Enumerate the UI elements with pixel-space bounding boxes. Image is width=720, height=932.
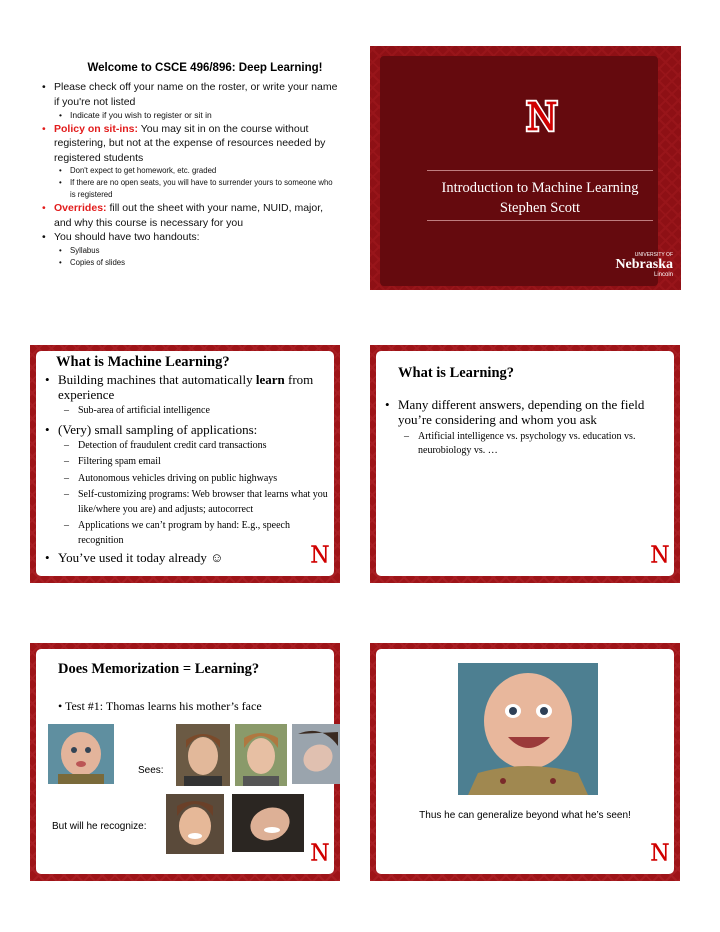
title-slide <box>370 46 681 290</box>
slide1-bullet-sitins <box>40 122 340 166</box>
mother-face-icon <box>176 724 230 786</box>
slide1-sub-seats: • If there are no open seats, you will have to surrender yours to someone who is registered <box>40 177 340 201</box>
slide1-bullet-handouts: • You should have two handouts: <box>40 230 340 245</box>
mother-photo-3 <box>292 724 340 784</box>
slide5-test <box>58 699 328 714</box>
brand-city: Lincoln <box>653 272 673 278</box>
mother-face-icon <box>235 724 287 786</box>
def-text-1: Building machines that automatically <box>58 372 256 387</box>
slide-what-is-ml <box>30 345 340 583</box>
slide3-dash-spam: – Filtering spam email <box>42 455 328 470</box>
slide1-bullet-overrides <box>40 201 340 230</box>
author-name: Stephen Scott <box>499 200 581 216</box>
slide4-bullets <box>382 397 668 458</box>
slide-content <box>36 351 334 576</box>
nebraska-n-icon <box>308 543 332 565</box>
slide-content <box>376 649 674 874</box>
slide1-bullets <box>40 80 340 269</box>
slide1-sub-slides: • Copies of slides <box>40 257 340 269</box>
mother-photo-1 <box>176 724 230 786</box>
slide1-bullet-roster: • Please check off your name on the roster, or write your name if you're not listed <box>40 80 340 109</box>
generalize-caption: Thus he can generalize beyond what he’s seen! <box>419 810 631 821</box>
slide5-title: Does Memorization = Learning? <box>58 661 260 677</box>
slide1-sub-graded: • Don't expect to get homework, etc. graded <box>40 165 340 177</box>
mother-photo-2 <box>235 724 287 786</box>
thomas-smiling-photo <box>458 663 598 795</box>
slide3-bullet-def <box>42 372 328 402</box>
sees-label: Sees: <box>138 765 164 776</box>
sitins-text: You may sit in on the course without registering, but not at the expense of resources needed by registered students <box>54 122 326 164</box>
slide3-dash-fraud: – Detection of fraudulent credit card transactions <box>42 439 328 454</box>
slide3-dash-subarea: – Sub-area of artificial intelligence <box>42 404 328 419</box>
nebraska-n-icon <box>308 841 332 863</box>
baby-photo <box>48 724 114 784</box>
nebraska-n-logo-icon <box>524 96 560 136</box>
nebraska-n-icon <box>648 543 672 565</box>
brand-name: Nebraska <box>615 257 673 272</box>
slide4-title: What is Learning? <box>398 365 515 381</box>
slide4-bullet-answers: • Many different answers, depending on the field you’re considering and whom you ask <box>382 397 668 427</box>
slide1-sub-syllabus: • Syllabus <box>40 245 340 257</box>
slide-what-is-learning <box>370 345 680 583</box>
slide1-title: Welcome to CSCE 496/896: Deep Learning! <box>87 62 323 74</box>
mother-face-icon <box>166 794 224 854</box>
brand-university: UNIVERSITY OF <box>634 252 673 258</box>
mother-face-icon <box>232 794 304 852</box>
divider-top <box>427 170 653 171</box>
def-text-2: from experience <box>58 372 314 402</box>
def-learn: learn <box>255 372 285 387</box>
nebraska-n-icon <box>648 841 672 863</box>
baby-face-icon <box>48 724 114 784</box>
recognize-photo-1 <box>166 794 224 854</box>
slide-content <box>376 351 674 576</box>
slide3-bullet-apps: • (Very) small sampling of applications: <box>42 422 328 437</box>
slide3-dash-vehicles: – Autonomous vehicles driving on public highways <box>42 472 328 487</box>
sitins-label: Policy on sit-ins: <box>54 122 139 135</box>
slide5-test-text: Test #1: Thomas learns his mother’s face <box>64 699 262 713</box>
overrides-text: fill out the sheet with your name, NUID, major, and why this course is necessary for you <box>54 202 324 229</box>
slide-memorization <box>30 643 340 881</box>
overrides-label: Overrides: <box>54 202 107 214</box>
slide3-title: What is Machine Learning? <box>56 354 230 370</box>
slide-generalize <box>370 643 680 881</box>
slide3-bullets <box>42 372 328 565</box>
mother-face-icon <box>292 724 340 784</box>
slide3-dash-speech: – Applications we can’t program by hand: E.g., speech recognition <box>42 519 328 548</box>
slide1-sub-register: • Indicate if you wish to register or sit in <box>40 109 340 122</box>
slide4-dash-fields: – Artificial intelligence vs. psychology vs. education vs. neurobiology vs. … <box>382 430 668 458</box>
nebraska-wordmark <box>615 252 673 278</box>
divider-bottom <box>427 220 653 221</box>
baby-face-icon <box>458 663 598 795</box>
bullet-dot: • <box>58 699 65 713</box>
slide3-bullet-today: • You’ve used it today already ☺ <box>42 550 328 565</box>
slide3-dash-custom: – Self-customizing programs: Web browser that learns what you like/where you are) and adjusts; autocorrect <box>42 488 328 517</box>
recognize-photo-2 <box>232 794 304 852</box>
slide-content <box>36 649 334 874</box>
course-title: Introduction to Machine Learning <box>441 180 639 196</box>
recognize-label: But will he recognize: <box>52 821 147 832</box>
